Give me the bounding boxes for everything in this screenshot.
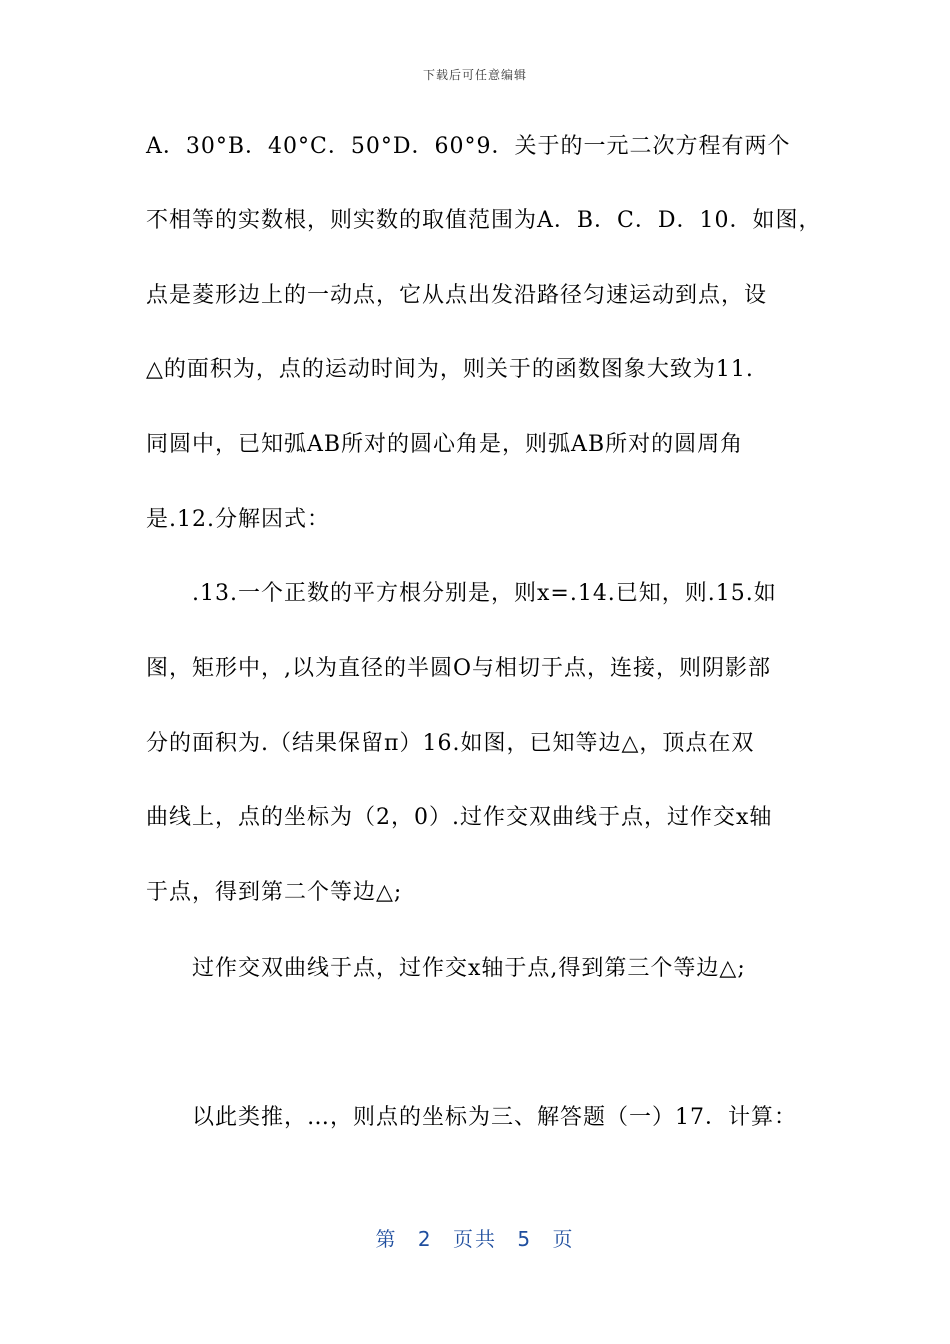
footer-total-pages: 5: [517, 1227, 533, 1251]
body-line-4: △的面积为，点的运动时间为，则关于的函数图象大致为11.: [146, 357, 754, 382]
page-footer: [0, 1226, 950, 1252]
body-line-3: 点是菱形边上的一动点，它从点出发沿路径匀速运动到点，设: [146, 283, 768, 308]
body-line-6: 是.12.分解因式：: [146, 507, 330, 532]
body-line-8: 图，矩形中，,以为直径的半圆O与相切于点，连接，则阴影部: [146, 656, 772, 681]
body-line-7: .13.一个正数的平方根分别是，则x=.14.已知，则.15.如: [192, 581, 777, 606]
body-line-2: 不相等的实数根，则实数的取值范围为A．B．C．D．10．如图，: [146, 208, 822, 233]
footer-page-number: 2: [417, 1227, 433, 1251]
body-line-9: 分的面积为.（结果保留π）16.如图，已知等边△，顶点在双: [146, 731, 755, 756]
body-line-10: 曲线上，点的坐标为（2，0）.过作交双曲线于点，过作交x轴: [146, 805, 773, 830]
body-line-13: 以此类推，…，则点的坐标为三、解答题（一）17．计算：: [192, 1105, 797, 1130]
footer-page-word: 第: [375, 1227, 398, 1251]
body-line-5: 同圆中，已知弧AB所对的圆心角是，则弧AB所对的圆周角: [146, 432, 744, 457]
body-line-12: 过作交双曲线于点，过作交x轴于点,得到第三个等边△;: [192, 956, 746, 981]
footer-page-suffix: 页共: [453, 1227, 497, 1251]
footer-total-suffix: 页: [552, 1227, 575, 1251]
body-line-1: A．30°B．40°C．50°D．60°9．关于的一元二次方程有两个: [146, 134, 791, 159]
body-line-11: 于点，得到第二个等边△;: [146, 880, 403, 905]
page-header: 下载后可任意编辑: [422, 68, 527, 82]
